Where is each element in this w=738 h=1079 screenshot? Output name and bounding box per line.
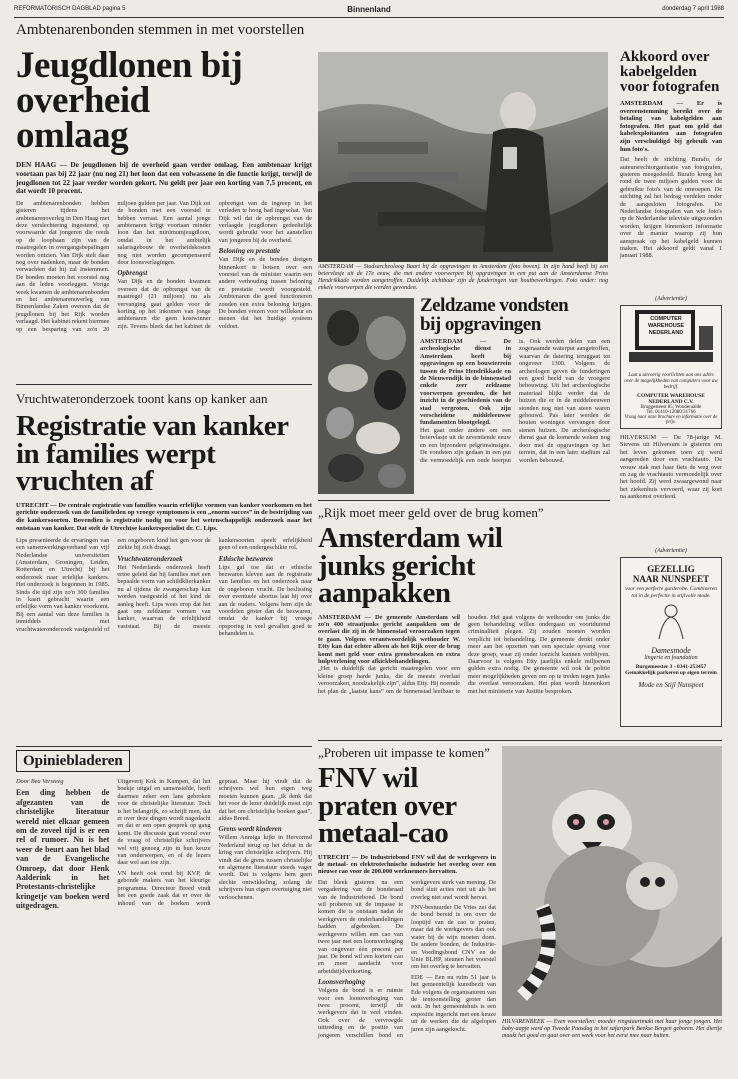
fnv-body-text-2: Volgens de bond is er ruimte voor een loonsverhoging van twee procent, terwijl de werkgevers dat te veel vinden. Ook over de vervroegde uittreding en de positie van jongeren verschillen bond en werkgevers sterk van mening. De bond sluit acties niet uit als het overleg niet snel wordt hervat. [318, 878, 496, 1039]
ad-nunspeet [620, 557, 722, 727]
subhead-ethisch: Ethische bezwaren [218, 554, 273, 563]
photo-archeoloog [318, 52, 608, 262]
ad-note: Vraag naar onze brochure en informatie over de prijs. [624, 415, 718, 425]
opinie-title: Opiniebladeren [23, 753, 123, 769]
fnv-headline: FNV wil praten over metaal-cao [318, 762, 457, 850]
ad-nunspeet-address: Burgemeester 3 - 0341-253457 [635, 664, 707, 671]
subhead-beloning: Beloning en prestatie [218, 247, 281, 256]
ad-nunspeet-extra: Gemakkelijk parkeren op eigen terrein [625, 670, 717, 677]
kanker-headline: Registratie van kanker in families werpt vruchten af [16, 410, 289, 498]
ad-computer-warehouse [620, 305, 722, 429]
junks-headline: Amsterdam wil junks gericht aanpakken [318, 522, 503, 610]
ad-label: (Advertentie) [655, 296, 687, 302]
junks-body-text-2: De gemeente denkt onder meer aan het opzetten van een speciale opvang voor deze groep, waar zij onder toezicht kunnen verblijven. Daarvoor is volgens Etty jaarlijks enkele miljoenen gulden extra nodig. De gemeente wil ook de politie meer mogelijkheden geven om op te treden tegen junks die overlast veroorzaken. Het plan wordt binnenkort met het ministerie van Justitie besproken. [468, 635, 611, 695]
kanker-body-text: Lips presenteerde de ervaringen van een samenwerkingsverband van vijf Nederlandse universiteiten (Amsterdam, Groningen, Leiden, Rotterdam en Utrecht) bij het onderzoek naar erfelijke kankers. Het onderzoek is begonnen in 1985. Sinds die tijd zijn zo'n 300 families in kaart gebracht waarin een erfelijke vorm van kanker voorkomt. Bij een aantal van deze families is inmiddels met vruchtwateronderzoek vastgesteld of een ongeboren kind het gen voor de ziekte bij zich draagt. [16, 536, 211, 633]
kanker-body-text-3: Lips gaf toe dat er ethische bezwaren kleven aan de registratie van families en het onderzoek naar de ongeboren vrucht. De beslissing over eventuele abortus laat hij over aan de ouders. Volgens hem zijn de voordelen groter dan de bezwaren, omdat de kanker bij vroege opsporing in veel gevallen goed te behandelen is. [218, 563, 312, 638]
zeldzame-body-text-2: Uit het archeologische materiaal blijkt verder dat de huizen die er in de middeleeuwen stonden nog niet van steen waren gebouwd. Pas later werden de houten woningen vervangen door stenen huizen. De archeologische dienst gaat de komende weken nog door met de opgravingen op het terrein, dat in een later stadium zal worden bebouwd. [519, 382, 611, 464]
junks-kicker: „Rijk moet meer geld over de brug komen” [318, 505, 544, 520]
kanker-lead: UTRECHT — De centrale registratie van families waarin erfelijke vormen van kanker voorkomen en het gerichte onderzoek van de familieleden op vroege symptomen is een „enorm succes” in de bestrijding van die kankersoorten. Bovendien is registratie nodig nu voor het wetenschappelijk onderzoek naar het ontstaan van kanker. Dat stelt de Utrechtse kankerspecialist dr. C. Lips. [16, 501, 312, 533]
section-title: Binnenland [347, 5, 391, 14]
opinie-byline: Door Bea Versteeg [16, 778, 64, 785]
photo-vondsten-image [318, 298, 414, 494]
ad-label-2: (Advertentie) [655, 548, 687, 554]
photo-ringstaartmaki-image [502, 746, 722, 1016]
article-opinie [16, 750, 312, 1056]
photo-archeoloog-caption: AMSTERDAM — Stadsarcheoloog Baart bij de opgravingen in Amsterdam (foto boven). In zijn hand heeft hij een beiervlasje uit de 17e eeuw, die met andere voorwerpen bij opgravingen in een put aan de Amsterdamse Prins Hendrikkade werden aangetroffen. Duidelijk zichtbaar zijn de funderingen van houtbewerkingen. Foto onder: nog enkele voorwerpen die werden gevonden. [318, 264, 608, 291]
fnv-kicker: „Proberen uit impasse te komen” [318, 745, 490, 760]
ad-name: COMPUTER WAREHOUSE NEDERLAND C.V. [637, 393, 705, 405]
photo-archeoloog-image [318, 52, 608, 262]
zeldzame-headline: Zeldzame vondsten bij opgravingen [420, 295, 569, 335]
akkoord-headline: Akkoord over kabelgelden voor fotografen [620, 49, 720, 95]
divider-junks [318, 500, 610, 501]
ad-nunspeet-brand: Damesmode [651, 646, 691, 656]
article-zeldzame [420, 296, 610, 496]
zeldzame-lead: AMSTERDAM — De archeologische dienst in Amsterdam heeft bij opgravingen op een bouwterrein tussen de Prins Hendrikkade en de Nieuwendijk in de binnenstad enkele zeer zeldzame voorwerpen gevonden, die het inzicht in de geschiedenis van de stad vergroten. Ook zijn verscheidene middeleeuwse fundamenten blootgelegd. [420, 338, 511, 427]
article-headline: Jeugdlonen bij overheid omlaag [16, 45, 243, 157]
masthead-left: REFORMATORISCH DAGBLAD pagina 5 [14, 6, 126, 12]
article-junks [318, 504, 610, 740]
kanker-body [16, 537, 312, 745]
ad-nunspeet-sign: Mode en Stijl Nunspeet [638, 681, 704, 690]
akkoord-body: Dat heeft de stichting Burafo, de auteursrechtorganisatie van fotografen, gisteren meegedeeld. Burafo kreeg het rond de twee miljoen gulden voor de gebruikte foto's van de omroepen. De stichting zal het bedrag verdelen onder de aangesloten fotografen. De Nederlandse fotografen van wie foto's op de Nederlandse televisie uitgezonden worden, krijgen binnenkort informatie over de manier waarop zij hun aanspraak op het kabelgeld kunnen maken. Het akkoord geldt vanaf 1 januari 1988. [620, 156, 722, 260]
ad-phone: Tel. 01410-12080/31766 [646, 410, 696, 415]
article-body [16, 200, 312, 405]
article-lead: DEN HAAG — De jeugdlonen bij de overheid gaan verder omlaag. Een ambtenaar krijgt voortaan pas bij 22 jaar (nu nog 21) het loon dat een volwassene in die functie krijgt, terwijl de jeugdlonen tot 22 jaar verder worden gekort. Nu geldt per jaar een korting van 7,5 procent, en dat wordt 10 procent. [16, 161, 312, 196]
article-hilversum: HILVERSUM — De 78-jarige M. Stevens uit Hilversum is gisteren om het leven gekomen toen zij werd aangereden door een vrachtauto. De vrouw stak met haar fiets de weg over en zag de vrachtauto vermoedelijk over het hoofd. Zij werd zwaargewond naar het ziekenhuis vervoerd, waar zij kort na aankomst overleed. [620, 434, 722, 501]
fnv-body-text-3: FNV-bestuurder De Vries zei dat de bond bereid is om over de looptijd van de cao te praten, maar dat de werkgevers dan ook water bij de wijn moeten doen. De andere bonden, de Industrie- en Voedingsbond CNV en de Unie BLHP, steunen het voorstel om het overleg te hervatten. [411, 904, 496, 971]
photo-ringstaartmaki-caption: HILVARENBEEK — Even voorstellen: moeder ringstaartmaki met haar jonge jongen. Het baby-aapje werd op Tweede Paasdag in het safaripark Beekse Bergen geboren. Het diertje maakt het goed en gaat over een week voor het eerst mee naar buiten. [502, 1019, 722, 1039]
opinie-body-text: Uitgeverij Kok in Kampen, dat het boekje uitgaf en samenstelde, heeft daarmee zeker een lans gebroken voor de christelijke literatuur. Toch is het belangrijk, zo schrijft men, dat er over deze dingen wordt nagedacht en dat er een open gesprek op gang komt. De discussie gaat vooral over de vraag of christelijke schrijvers wel vrij genoeg zijn in hun keuze van onderwerpen, en of de lezers daar wel aan toe zijn. [117, 778, 211, 867]
opinie-body [16, 778, 312, 1046]
body-text: De ambtenarenbonden hebben gisteren tijdens het ambtenarenoverleg in Den Haag met deze verslechtering ingestemd, op voorwaarde dat jongeren die reeds op de loopbaan zijn van de maatregelen in overgangsbepalingen worden ontzien. Van Dijk stelt daar nog over nadenken, maar de bonden verwachten dat hij zal instemmen. De bonden moeten het voorstel nog aan de leden voorleggen. Vorige week kwamen de ambtenarenbonden en het ambtenarenoverleg van Binnenlandse Zaken overeen dat de jeugdlonen bij het Rijk worden verlaagd. Het kabinet rekent hiermee op een besparing van zo'n 20 miljoen gulden per jaar. Van Dijk zei de bonden met een voorstel te hebben verrast. Een aantal jonge ambtenaren krijgt voortaan minder loon dan het minimumjeugdloon, omdat in het ambtelijk salarisgebouw de overheidskosten nog niet worden gecompenseerd door loonsverlagingen. [16, 199, 211, 333]
ad-address: Bruggesteest 85, Wonderaalde [640, 405, 702, 410]
opinie-body-text-2: VN heeft ook rond bij KVP, de gebonde makers van het kleurige programma. Directeur Breed vindt het een goede zaak dat er over de inhoud van de boeken wordt gepraat. Maar hij vindt dat de schrijvers wel hun eigen weg moeten kunnen gaan. „Ik denk dat het voor de lezer duidelijk moet zijn dat het om christelijke boeken gaat”, aldus Breed. [117, 778, 312, 907]
divider-fnv [318, 740, 722, 741]
subhead-opbrengst: Opbrengst [117, 269, 148, 278]
ad-brand: COMPUTER WAREHOUSE NEDERLAND [647, 316, 685, 336]
date-line: donderdag 7 april 1988 [662, 6, 724, 12]
ad-tagline: Laat u uitvoerig voorlichten aan ons adres over de mogelijkheden van computers voor uw bedrijf. [624, 373, 718, 390]
kanker-body-text-2: Het Nederlands onderzoek heeft ertoe geleid dat bij families met een bepaalde vorm van schildklierkanker nu al tijdens de zwangerschap kan worden vastgesteld of het kind de aanleg heeft. Lips wees erop dat het gaat om zeldzame vormen van kanker, waarvan de erfelijkheid vaststaat. Bij de meeste kankersoorten speelt erfelijkheid geen of een ondergeschikte rol. [117, 536, 312, 630]
fnv-ede: EDE — Een nu ruim 51 jaar is het gemeentelijk kunstbezit van Ede volgens de organisatoren van de tentoonstelling groter dan ooit. In het gemeentehuis is een expositie ingericht met een keuze uit de werken die de afgelopen jaren zijn aangekocht. [411, 973, 496, 1033]
opinie-body-text-3: Willem Anmiga kijkt in Hervormd Nederland terug op het debat in de kring van christelijke schrijvers. Hij vindt dat de grens tussen christelijke en algemene literatuur steeds vager wordt. Dat is volgens hem geen slechte ontwikkeling, zolang de schrijvers hun eigen overtuiging niet verloochenen. [218, 834, 312, 901]
fnv-lead: UTRECHT — De Industriebond FNV wil dat de werkgevers in de metaal- en elektrotechnische industrie het overleg over een nieuwe cao voor de 200.000 werknemers hervatten. [318, 853, 496, 876]
photo-vondsten [318, 298, 414, 494]
junks-body-text: „Het is duidelijk dat gericht maatregelen voor een kleine groep harde junks, die de meeste overlast veroorzaken, noodzakelijk zijn”, aldus Etty. Hij noemde het plan de „laatste kans” om de binnenstad leefbaar te houden. Het gaat volgens de wethouder om junks die geen behandeling willen ondergaan en voortdurend criminaliteit plegen. Zij zouden moeten worden verplicht tot behandeling. [318, 613, 610, 695]
body-text-2: Van Dijk en de bonden kwamen overeen dat de opbrengst van de maatregel (21 miljoen) nu als vervanging gaat gelden voor de korting op het inkomen van jonge ambtenaren die geen kostwinner zijn. Tevens bleek dat het kabinet de opbrengst van de ingreep in het verleden te hoog had ingeschat. Van Dijk wil dat de opbrengst van de verlaagde jeugdlonen gedeeltelijk wordt gebruikt voor het aanstellen van jongeren bij de overheid. [117, 199, 312, 330]
divider-opinie [16, 746, 312, 747]
ad-nunspeet-line3: voor een perfecte garderobe. Combineren tot in de perfectie in stijlvolle mode. [625, 586, 717, 599]
subhead-loon: Loonsverhoging [318, 978, 366, 987]
page-header [14, 6, 724, 16]
subhead-grens: Grens wordt kinderen [218, 825, 282, 834]
opinie-lead: Een ding hebben de afgezanten van de christelijke literatuur wereld niet elkaar gemeen om de zoveel tijd is er een rel of rumoer. Nu is het weer de beurt aan het blad van de Evangelische Omroep, dat door Henk Aalderink in het Protestants-christelijke kringetje van boeken werd uitgedragen. [16, 788, 110, 911]
header-rule [14, 17, 724, 18]
junks-lead: AMSTERDAM — De gemeente Amsterdam wil zo'n 400 straatjunks gericht aanpakken om de overlast die zij in de binnenstad veroorzaken tegen te gaan. Volgens verantwoordelijk wethouder W. Etty kan dat echter alleen als het Rijk over de brug komt met geld voor extra grensbewaken en extra hulpverlening voor afkickbehandelingen. [318, 613, 460, 666]
kanker-kicker: Vruchtwateronderzoek toont kans op kanker aan [16, 391, 268, 406]
article-akkoord [620, 50, 722, 298]
fnv-body [318, 879, 496, 1079]
subhead-vruchtwater: Vruchtwateronderzoek [117, 554, 183, 563]
article-jeugdlonen [16, 22, 312, 377]
ad-nunspeet-sub: lingerie en foundation [644, 655, 698, 662]
photo-ringstaartmaki [502, 746, 722, 1016]
ad-nunspeet-line1: GEZELLIG [647, 564, 695, 574]
opinie-logo [16, 750, 130, 772]
divider-kanker [16, 384, 312, 385]
article-fnv [318, 744, 496, 1056]
fnv-body-text: Dat bleek gisteren na een vergadering van de bondsraad van de Industriebond. De bond wil proberen uit de impasse te komen die is ontstaan nadat de werkgevers de onderhandelingen hadden afgebroken. De werkgevers willen een cao van twee jaar met een loonsverhoging van ongeveer één procent per jaar. De bond wil een kortere cao en meer aandacht voor arbeidstijdverkorting. [318, 878, 403, 975]
article-kanker [16, 390, 312, 738]
body-text-3: Van Dijk en de bonden dreigen binnenkort te botsen over een voorstel van de minister waarin een andere verhouding tussen beloning en prestatie wordt voorgesteld. Ambtenaren die goed functioneren zouden een extra beloning krijgen. De bonden vrezen voor willekeur en menen dat het huidige systeem voldoet. [218, 256, 312, 330]
akkoord-lead: AMSTERDAM — Er is overeenstemming bereikt over de betaling van kabelgelden aan fotografen. Het gaat om geld dat kabelexploitanten aan fotografen zijn verschuldigd bij gebruik van hun foto's. [620, 100, 722, 153]
zeldzame-body-text: Het gaat onder andere om een beiervlasje uit de zeventiende eeuw en een bijzondere pelgrimsinsigne. De vondsten zijn gedaan in een put die vermoedelijk een oude beerput is. Ook werden delen van een zogenaamde waterput aangetroffen, waarvan de datering teruggaat tot ongeveer 1300. Volgens de archeologen geven de funderingen een goed beeld van de vroegere bebouwing. [420, 338, 610, 464]
zeldzame-body [420, 338, 610, 496]
article-kicker: Ambtenarenbonden stemmen in met voorstellen [16, 22, 305, 38]
ad-nunspeet-line2: NAAR NUNSPEET [632, 574, 710, 584]
woman-figure-icon [651, 603, 691, 641]
